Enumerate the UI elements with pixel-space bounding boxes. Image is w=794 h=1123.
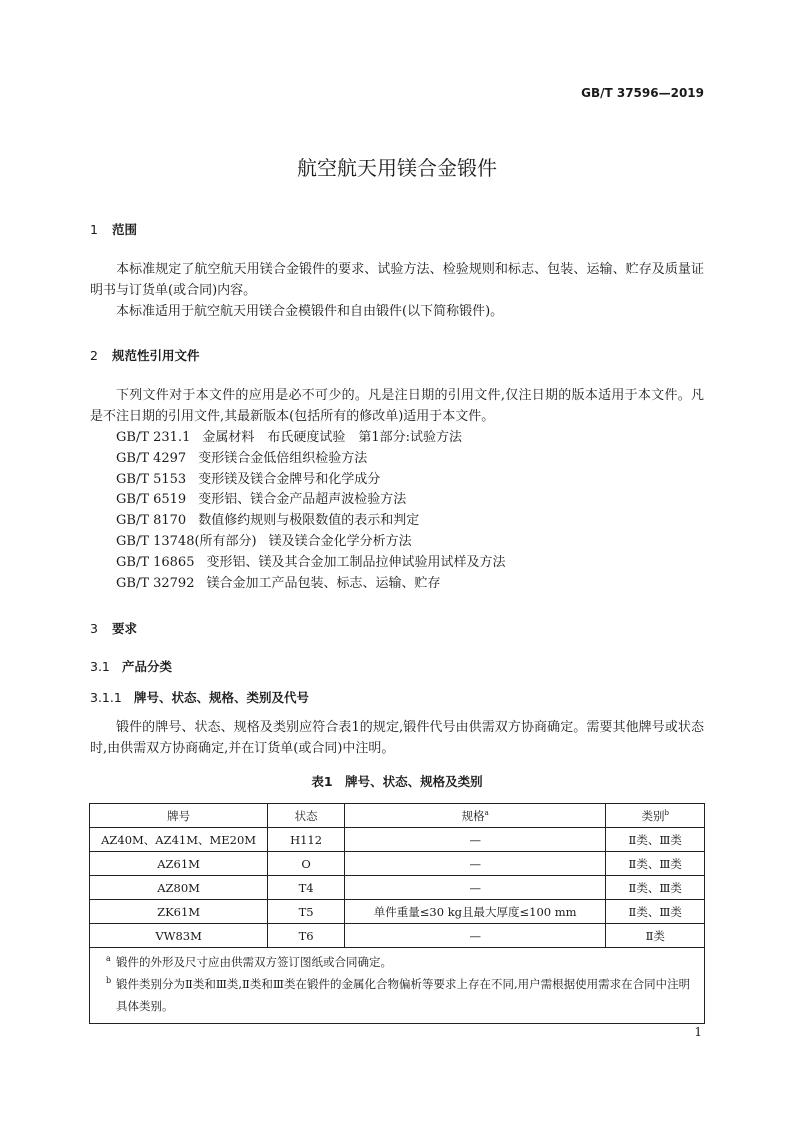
section-2-heading bbox=[90, 346, 200, 364]
footnote-mark: a bbox=[484, 808, 489, 817]
table-header-row bbox=[90, 804, 705, 828]
table-row: AZ61M O — Ⅱ类、Ⅲ类 bbox=[90, 852, 705, 876]
reference-item: GB/T 32792 镁合金加工产品包装、标志、运输、贮存 bbox=[116, 575, 441, 591]
standard-code: GB/T 37596—2019 bbox=[581, 86, 704, 100]
section-3-1-heading bbox=[90, 657, 172, 675]
section-3-1-1-heading bbox=[90, 688, 309, 706]
section-3-1-1-paragraph: 锻件的牌号、状态、规格及类别应符合表1的规定,锻件代号由供需双方协商确定。需要其他牌号或状态时,由供需双方协商确定,并在订货单(或合同)中注明。 bbox=[90, 720, 704, 756]
header-temper: 状态 bbox=[268, 804, 345, 828]
section-number: 1 bbox=[90, 222, 98, 237]
document-title: 航空航天用镁合金锻件 bbox=[297, 156, 497, 180]
reference-item: GB/T 16865 变形铝、镁及其合金加工制品拉伸试验用试样及方法 bbox=[116, 554, 506, 570]
table-notes bbox=[90, 948, 705, 1024]
footnote-mark: b bbox=[664, 808, 669, 817]
reference-item: GB/T 231.1 金属材料 布氏硬度试验 第1部分:试验方法 bbox=[116, 430, 462, 445]
section-3-heading bbox=[90, 619, 137, 637]
section-title: 要求 bbox=[112, 621, 138, 636]
table-note: b 锻件类别分为Ⅱ类和Ⅲ类,Ⅱ类和Ⅲ类在锻件的金属化合物偏析等要求上存在不同,用户需根据使用需求在合同中注明具体类别。 bbox=[106, 976, 691, 1013]
section-1-paragraph-2: 本标准适用于航空航天用镁合金模锻件和自由锻件(以下简称锻件)。 bbox=[116, 304, 504, 319]
section-number: 3.1.1 bbox=[90, 690, 122, 705]
page-number: 1 bbox=[694, 1025, 702, 1039]
header-spec: 规格$^a$ bbox=[344, 804, 606, 828]
table-note: a 锻件的外形及尺寸应由供需双方签订图纸或合同确定。 bbox=[106, 954, 392, 969]
reference-item: GB/T 6519 变形铝、镁合金产品超声波检验方法 bbox=[116, 492, 407, 508]
table-row: AZ80M T4 — Ⅱ类、Ⅲ类 bbox=[90, 876, 705, 900]
reference-item: GB/T 4297 变形镁合金低倍组织检验方法 bbox=[116, 450, 368, 466]
table-title: 表1 牌号、状态、规格及类别 bbox=[311, 774, 483, 789]
section-1-paragraph-1: 本标准规定了航空航天用镁合金锻件的要求、试验方法、检验规则和标志、包装、运输、贮存及质量证明书与订货单(或合同)内容。 bbox=[90, 262, 704, 298]
section-title: 规范性引用文件 bbox=[112, 348, 200, 363]
table-row: AZ40M、AZ41M、ME20M H112 — Ⅱ类、Ⅲ类 bbox=[90, 828, 705, 852]
normative-references-list bbox=[116, 428, 506, 594]
section-number: 3 bbox=[90, 621, 98, 636]
table-row: ZK61M T5 单件重量≤30 kg且最大厚度≤100 mm Ⅱ类、Ⅲ类 bbox=[90, 900, 705, 924]
reference-item: GB/T 8170 数值修约规则与极限数值的表示和判定 bbox=[116, 513, 420, 529]
section-title: 产品分类 bbox=[122, 659, 173, 674]
section-title: 牌号、状态、规格、类别及代号 bbox=[134, 690, 310, 705]
section-1-heading bbox=[90, 220, 137, 238]
reference-item: GB/T 5153 变形镁及镁合金牌号和化学成分 bbox=[116, 471, 381, 487]
table-notes-row bbox=[90, 948, 705, 1024]
section-title: 范围 bbox=[112, 222, 138, 237]
table-row: VW83M T6 — Ⅱ类 bbox=[90, 924, 705, 948]
section-number: 2 bbox=[90, 348, 98, 363]
header-category: 类别$^b$ bbox=[606, 804, 705, 828]
section-number: 3.1 bbox=[90, 659, 110, 674]
section-2-paragraph-1: 下列文件对于本文件的应用是必不可少的。凡是注日期的引用文件,仅注日期的版本适用于本文件。凡是不注日期的引用文件,其最新版本(包括所有的修改单)适用于本文件。 bbox=[90, 388, 704, 424]
header-grade: 牌号 bbox=[90, 804, 268, 828]
grade-temper-spec-table bbox=[89, 803, 705, 1024]
reference-item: GB/T 13748(所有部分) 镁及镁合金化学分析方法 bbox=[116, 533, 412, 549]
